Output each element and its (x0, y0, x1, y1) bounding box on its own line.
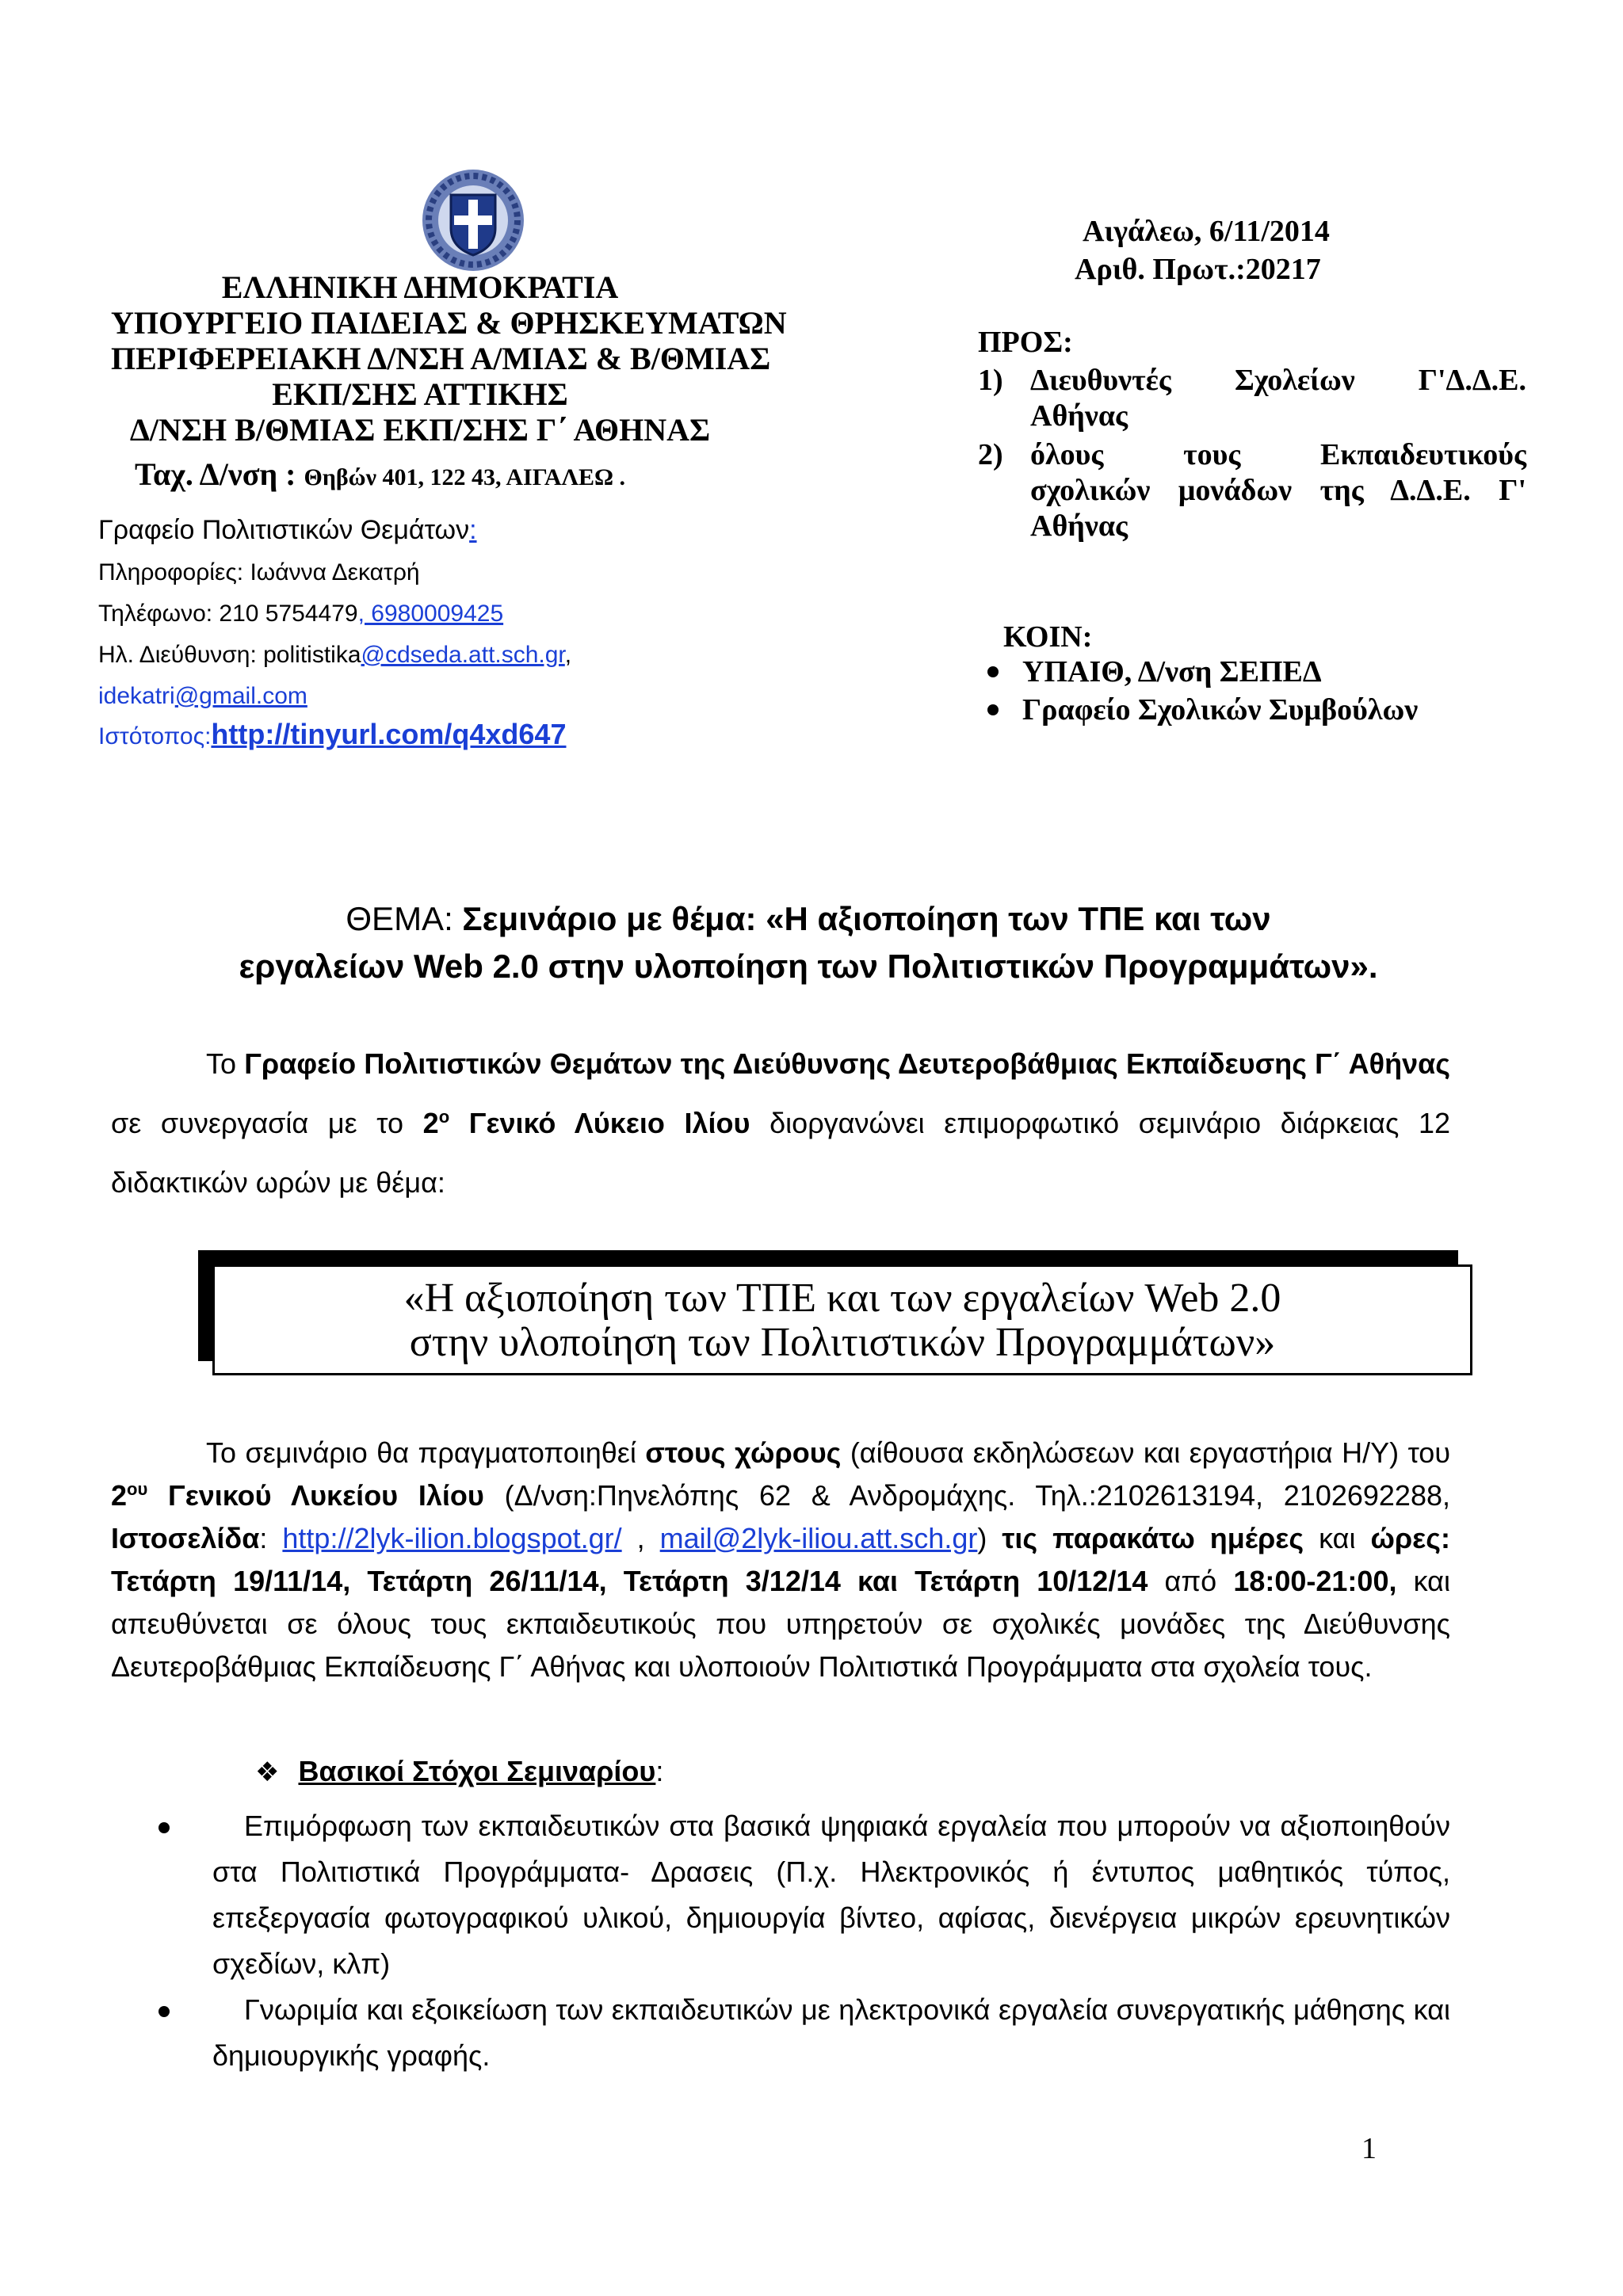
website-link[interactable]: http://tinyurl.com/q4xd647 (211, 718, 567, 750)
details-paragraph: Το σεμινάριο θα πραγματοποιηθεί στους χώρους (αίθουσα εκδηλώσεων και εργαστήρια Η/Υ) του $2^{o\upsilon}$ Γενικού Λυκείου Ιλίου (Δ/νση:Πηνελόπης 62 & Ανδρομάχης. Τηλ.:2102613194, 2102692288, Ιστοσελίδα: http://2lyk-ilion.blogspot.gr/ , mail@2lyk-iliou.att.sch.gr) τις παρακάτω ημέρες και ώρες: Τετάρτη 19/11/14, Τετάρτη 26/11/14, Τετάρτη 3/12/14 και Τετάρτη 10/12/14 από 18:00-21:00, και απευθύνεται σε όλους τους εκπαιδευτικούς που υπηρετούν σε σχολικές μονάδες της Διεύθυνσης Δευτεροβάθμιας Εκπαίδευσης Γ΄ Αθήνας και υλοποιούν Πολιτιστικά Προγράμματα στα σχολεία τους. (111, 1436, 1451, 1683)
organization-header (111, 269, 787, 448)
recipient-line: όλους τους Εκπαιδευτικούς (1030, 438, 1526, 471)
recipient-line: Διευθυντές Σχολείων Γ'Δ.Δ.Ε. (1030, 364, 1526, 397)
recipient-item (978, 437, 1526, 544)
org-line: ΥΠΟΥΡΓΕΙΟ ΠΑΙΔΕΙΑΣ & ΘΡΗΣΚΕΥΜΑΤΩΝ (111, 305, 787, 341)
diamond-bullet-icon: ❖ (255, 1757, 280, 1787)
cc-item: Γραφείο Σχολικών Συμβούλων (978, 692, 1418, 728)
seminar-title-line: «Η αξιοποίηση των ΤΠΕ και των εργαλείων Web 2.0 (403, 1276, 1281, 1321)
seminar-title-line: στην υλοποίηση των Πολιτιστικών Προγραμμάτων» (409, 1320, 1276, 1365)
postal-address (135, 456, 625, 493)
bullet-icon (158, 2006, 170, 2017)
office-suffix: : (469, 515, 477, 545)
recipient-line: Αθήνας (1030, 509, 1128, 543)
bullet-icon (987, 666, 999, 677)
recipient-item (978, 363, 1526, 434)
bullet-icon (987, 704, 999, 715)
protocol-number: Αριθ. Πρωτ.:20217 (1075, 253, 1321, 286)
cc-label: ΚΟΙΝ: (1003, 620, 1093, 654)
address-value: Θηβών 401, 122 43, ΑΙΓΑΛΕΩ . (304, 464, 626, 490)
cc-item: ΥΠΑΙΘ, Δ/νση ΣΕΠΕΔ (978, 654, 1322, 690)
document-date: Αιγάλεω, 6/11/2014 (1083, 215, 1330, 248)
org-line: Δ/ΝΣΗ Β/ΘΜΙΑΣ ΕΚΠ/ΣΗΣ Γ΄ ΑΘΗΝΑΣ (129, 412, 711, 448)
website-line (98, 715, 566, 756)
intro-paragraph: Το Γραφείο Πολιτιστικών Θεμάτων της Διεύθυνσης Δευτεροβάθμιας Εκπαίδευσης Γ΄ Αθήνας σε συνεργασία με το $2^o$ Γενικό Λύκειο Ιλίου διοργανώνει επιμορφωτικό σεμινάριο διάρκειας 12 διδακτικών ωρών με θέμα: (111, 1047, 1451, 1199)
subject-label: ΘΕΜΑ (346, 900, 445, 937)
goals-heading: ❖ Βασικοί Στόχοι Σεμιναρίου: (255, 1755, 664, 1787)
greek-coat-of-arms-icon (419, 166, 527, 274)
subject-heading (111, 895, 1506, 990)
bullet-icon (158, 1822, 170, 1833)
recipient-number: 2) (978, 438, 1003, 471)
website-label: Ιστότοπος: (98, 723, 212, 749)
school-blog-link[interactable]: http://2lyk-ilion.blogspot.gr/ (282, 1522, 622, 1554)
org-line: ΕΛΛΗΝΙΚΗ ΔΗΜΟΚΡΑΤΙΑ (221, 269, 619, 305)
school-email-link[interactable]: mail@2lyk-iliou.att.sch.gr (659, 1522, 978, 1554)
to-label: ΠΡΟΣ: (978, 326, 1073, 359)
org-line: ΕΚΠ/ΣΗΣ ΑΤΤΙΚΗΣ (272, 376, 568, 412)
email2-line (98, 677, 307, 715)
seminar-title-box (212, 1264, 1472, 1375)
email2-domain-link[interactable]: @gmail.com (174, 683, 307, 709)
org-line: ΠΕΡΙΦΕΡΕΙΑΚΗ Δ/ΝΣΗ Α/ΜΙΑΣ & Β/ΘΜΙΑΣ (111, 341, 771, 376)
email-line: Ηλ. Διεύθυνση: politistika@cdseda.att.sch.gr, (98, 642, 572, 668)
email-link[interactable]: @cdseda.att.sch.gr (361, 642, 565, 668)
phone-line: Τηλέφωνο: 210 5754479, 6980009425 (98, 601, 504, 627)
recipient-number: 1) (978, 364, 1003, 397)
address-label: Ταχ. Δ/νση : (135, 456, 296, 492)
info-line: Πληροφορίες: Ιωάννα Δεκατρή (98, 559, 420, 585)
subject-line-2: εργαλείων Web 2.0 στην υλοποίηση των Πολιτιστικών Προγραμμάτων». (239, 948, 1378, 985)
email2-user-link[interactable]: idekatri (98, 683, 175, 709)
goal-item: Επιμόρφωση των εκπαιδευτικών στα βασικά ψηφιακά εργαλεία που μπορούν να αξιοποιηθούν στα Πολιτιστικά Προγράμματα- Δρασεις (Π.χ. Ηλεκτρονικός ή έντυπος μαθητικός τύπος, επεξεργασία φωτογραφικού υλικού, δημιουργία βίντεο, αφίσας, διενέργεια μικρών ερευνητικών σχεδίων, κλπ) (212, 1810, 1450, 1980)
page-number: 1 (1361, 2132, 1377, 2165)
office-name: Γραφείο Πολιτιστικών Θεμάτων: (98, 515, 477, 545)
subject-line-1: ΘΕΜΑ: Σεμινάριο με θέμα: «Η αξιοποίηση των ΤΠΕ και των (346, 900, 1271, 937)
mobile-phone-link[interactable]: , 6980009425 (357, 601, 504, 627)
recipient-line: Αθήνας (1030, 399, 1128, 433)
recipient-line: σχολικών μονάδων της Δ.Δ.Ε. Γ' (1030, 474, 1526, 507)
goal-item: Γνωριμία και εξοικείωση των εκπαιδευτικών με ηλεκτρονικά εργαλεία συνεργατικής μάθησης και δημιουργικής γραφής. (212, 1993, 1450, 2072)
